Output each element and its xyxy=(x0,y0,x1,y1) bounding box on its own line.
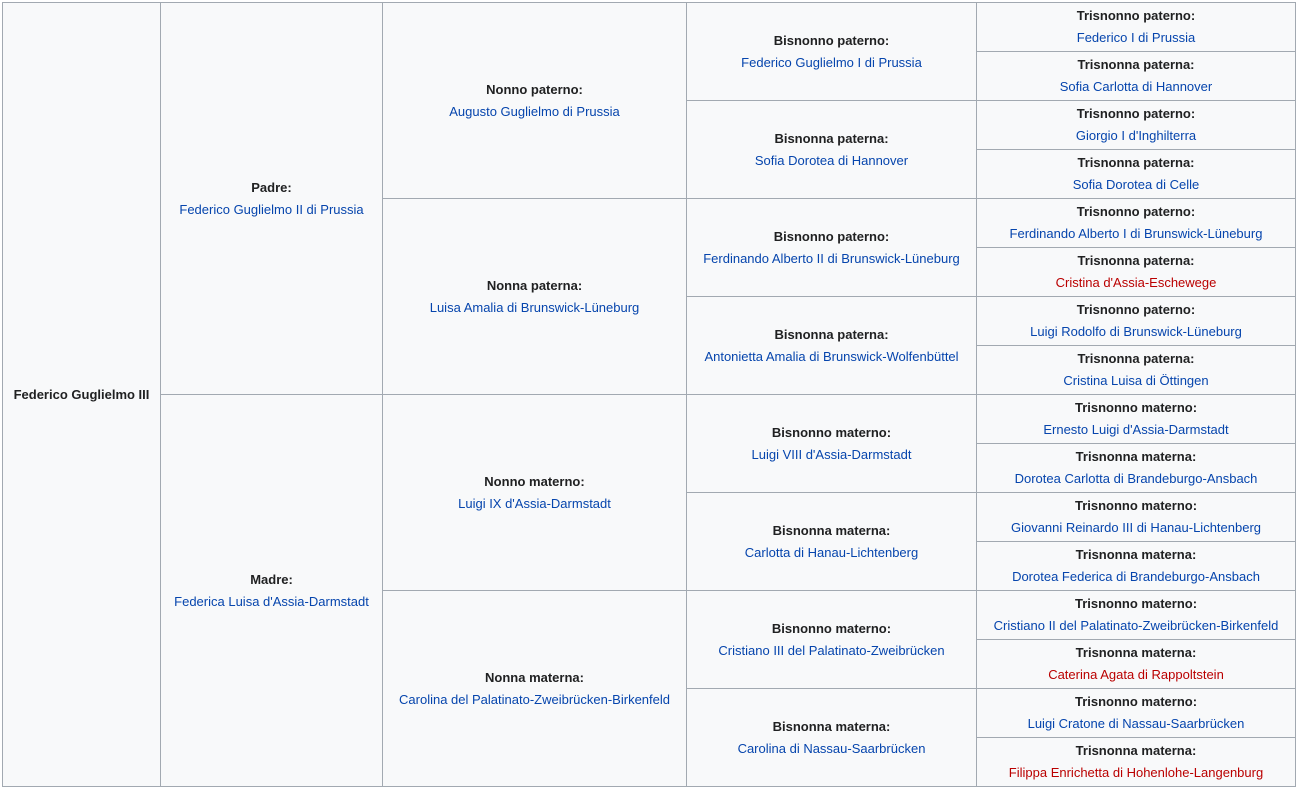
great-grandparent-link[interactable]: Cristiano III del Palatinato-Zweibrücken xyxy=(718,642,945,658)
great-great-grandparent-cell xyxy=(977,542,1296,591)
grandparent-link[interactable]: Augusto Guglielmo di Prussia xyxy=(449,103,620,119)
great-great-grandparent-cell xyxy=(977,52,1296,101)
great-grandparent-link[interactable]: Sofia Dorotea di Hannover xyxy=(754,152,909,168)
great-grandparent-role: Bisnonno materno: xyxy=(771,620,892,636)
great-great-grandparent-cell xyxy=(977,493,1296,542)
great-great-grandparent-role: Trisnonno materno: xyxy=(1074,694,1198,709)
great-grandparent-link[interactable]: Ferdinando Alberto II di Brunswick-Lüneburg xyxy=(703,250,960,266)
great-grandparent-role: Bisnonno paterno: xyxy=(773,228,890,244)
great-great-grandparent-role: Trisnonna paterna: xyxy=(1077,351,1195,366)
great-grandparent-link[interactable]: Luigi VIII d'Assia-Darmstadt xyxy=(751,446,912,462)
great-great-grandparent-role: Trisnonno materno: xyxy=(1074,596,1198,611)
great-great-grandparent-cell xyxy=(977,738,1296,787)
great-great-grandparent-role: Trisnonna materna: xyxy=(1075,547,1197,562)
great-great-grandparent-link[interactable]: Caterina Agata di Rappoltstein xyxy=(1048,667,1224,682)
great-grandparent-cell xyxy=(687,493,977,591)
great-great-grandparent-role: Trisnonno materno: xyxy=(1074,498,1198,513)
great-grandparent-link[interactable]: Federico Guglielmo I di Prussia xyxy=(741,54,922,70)
great-great-grandparent-role: Trisnonno materno: xyxy=(1074,400,1198,415)
great-great-grandparent-link[interactable]: Luigi Rodolfo di Brunswick-Lüneburg xyxy=(1030,324,1242,339)
great-great-grandparent-cell xyxy=(977,689,1296,738)
grandparent-cell xyxy=(383,395,687,591)
great-great-grandparent-cell xyxy=(977,444,1296,493)
great-great-grandparent-cell xyxy=(977,640,1296,689)
grandparent-cell xyxy=(383,591,687,787)
great-grandparent-cell xyxy=(687,395,977,493)
mother-link[interactable]: Federica Luisa d'Assia-Darmstadt xyxy=(174,593,369,609)
great-great-grandparent-link[interactable]: Cristina d'Assia-Eschewege xyxy=(1055,275,1217,290)
great-grandparent-role: Bisnonno materno: xyxy=(771,424,892,440)
father-cell xyxy=(161,3,383,395)
great-great-grandparent-role: Trisnonno paterno: xyxy=(1076,204,1196,219)
great-great-grandparent-link[interactable]: Giovanni Reinardo III di Hanau-Lichtenberg xyxy=(1010,520,1262,535)
great-grandparent-cell xyxy=(687,3,977,101)
mother-cell xyxy=(161,395,383,787)
great-great-grandparent-role: Trisnonno paterno: xyxy=(1076,302,1196,317)
great-grandparent-cell xyxy=(687,297,977,395)
mother-role: Madre: xyxy=(250,571,293,587)
great-great-grandparent-link[interactable]: Sofia Carlotta di Hannover xyxy=(1059,79,1213,94)
genealogy-table xyxy=(2,2,1296,787)
great-great-grandparent-link[interactable]: Federico I di Prussia xyxy=(1076,30,1196,45)
subject-cell xyxy=(3,3,161,787)
grandparent-link[interactable]: Luisa Amalia di Brunswick-Lüneburg xyxy=(429,299,640,315)
grandparent-cell xyxy=(383,199,687,395)
great-grandparent-role: Bisnonno paterno: xyxy=(773,32,890,48)
great-great-grandparent-cell xyxy=(977,297,1296,346)
great-grandparent-link[interactable]: Carolina di Nassau-Saarbrücken xyxy=(737,740,926,756)
great-great-grandparent-role: Trisnonna paterna: xyxy=(1077,57,1195,72)
great-grandparent-cell xyxy=(687,689,977,787)
great-great-grandparent-role: Trisnonna paterna: xyxy=(1077,155,1195,170)
grandparent-role: Nonno paterno: xyxy=(486,81,583,97)
great-great-grandparent-cell xyxy=(977,248,1296,297)
great-great-grandparent-role: Trisnonno paterno: xyxy=(1076,8,1196,23)
tree-row xyxy=(3,395,1296,444)
great-grandparent-role: Bisnonna paterna: xyxy=(774,130,889,146)
grandparent-cell xyxy=(383,3,687,199)
great-great-grandparent-role: Trisnonna materna: xyxy=(1075,449,1197,464)
grandparent-role: Nonna paterna: xyxy=(486,277,583,293)
great-great-grandparent-link[interactable]: Giorgio I d'Inghilterra xyxy=(1075,128,1197,143)
great-great-grandparent-link[interactable]: Dorotea Carlotta di Brandeburgo-Ansbach xyxy=(1014,471,1258,486)
great-great-grandparent-link[interactable]: Filippa Enrichetta di Hohenlohe-Langenburg xyxy=(1008,765,1264,780)
great-grandparent-link[interactable]: Antonietta Amalia di Brunswick-Wolfenbüttel xyxy=(704,348,959,364)
great-grandparent-role: Bisnonna materna: xyxy=(772,718,891,734)
grandparent-link[interactable]: Luigi IX d'Assia-Darmstadt xyxy=(458,495,611,511)
great-great-grandparent-role: Trisnonna paterna: xyxy=(1077,253,1195,268)
great-great-grandparent-link[interactable]: Luigi Cratone di Nassau-Saarbrücken xyxy=(1027,716,1245,731)
great-great-grandparent-link[interactable]: Cristiano II del Palatinato-Zweibrücken-Birkenfeld xyxy=(993,618,1279,633)
subject-name: Federico Guglielmo III xyxy=(13,386,150,402)
great-grandparent-cell xyxy=(687,101,977,199)
great-great-grandparent-cell xyxy=(977,199,1296,248)
great-great-grandparent-link[interactable]: Sofia Dorotea di Celle xyxy=(1072,177,1200,192)
grandparent-role: Nonna materna: xyxy=(485,669,584,685)
great-great-grandparent-cell xyxy=(977,101,1296,150)
great-grandparent-cell xyxy=(687,199,977,297)
grandparent-role: Nonno materno: xyxy=(484,473,585,489)
great-grandparent-cell xyxy=(687,591,977,689)
great-great-grandparent-link[interactable]: Ferdinando Alberto I di Brunswick-Lüneburg xyxy=(1009,226,1263,241)
father-link[interactable]: Federico Guglielmo II di Prussia xyxy=(179,201,364,217)
great-great-grandparent-cell xyxy=(977,346,1296,395)
great-great-grandparent-cell xyxy=(977,395,1296,444)
great-grandparent-role: Bisnonna materna: xyxy=(772,522,891,538)
great-great-grandparent-role: Trisnonna materna: xyxy=(1075,743,1197,758)
great-great-grandparent-link[interactable]: Dorotea Federica di Brandeburgo-Ansbach xyxy=(1012,569,1260,584)
great-great-grandparent-link[interactable]: Ernesto Luigi d'Assia-Darmstadt xyxy=(1043,422,1229,437)
tree-row xyxy=(3,3,1296,52)
great-great-grandparent-role: Trisnonno paterno: xyxy=(1076,106,1196,121)
father-role: Padre: xyxy=(251,179,292,195)
great-grandparent-link[interactable]: Carlotta di Hanau-Lichtenberg xyxy=(744,544,919,560)
grandparent-link[interactable]: Carolina del Palatinato-Zweibrücken-Birkenfeld xyxy=(399,691,670,707)
great-great-grandparent-link[interactable]: Cristina Luisa di Öttingen xyxy=(1063,373,1209,388)
great-great-grandparent-cell xyxy=(977,150,1296,199)
great-great-grandparent-role: Trisnonna materna: xyxy=(1075,645,1197,660)
great-great-grandparent-cell xyxy=(977,591,1296,640)
great-great-grandparent-cell xyxy=(977,3,1296,52)
great-grandparent-role: Bisnonna paterna: xyxy=(774,326,889,342)
